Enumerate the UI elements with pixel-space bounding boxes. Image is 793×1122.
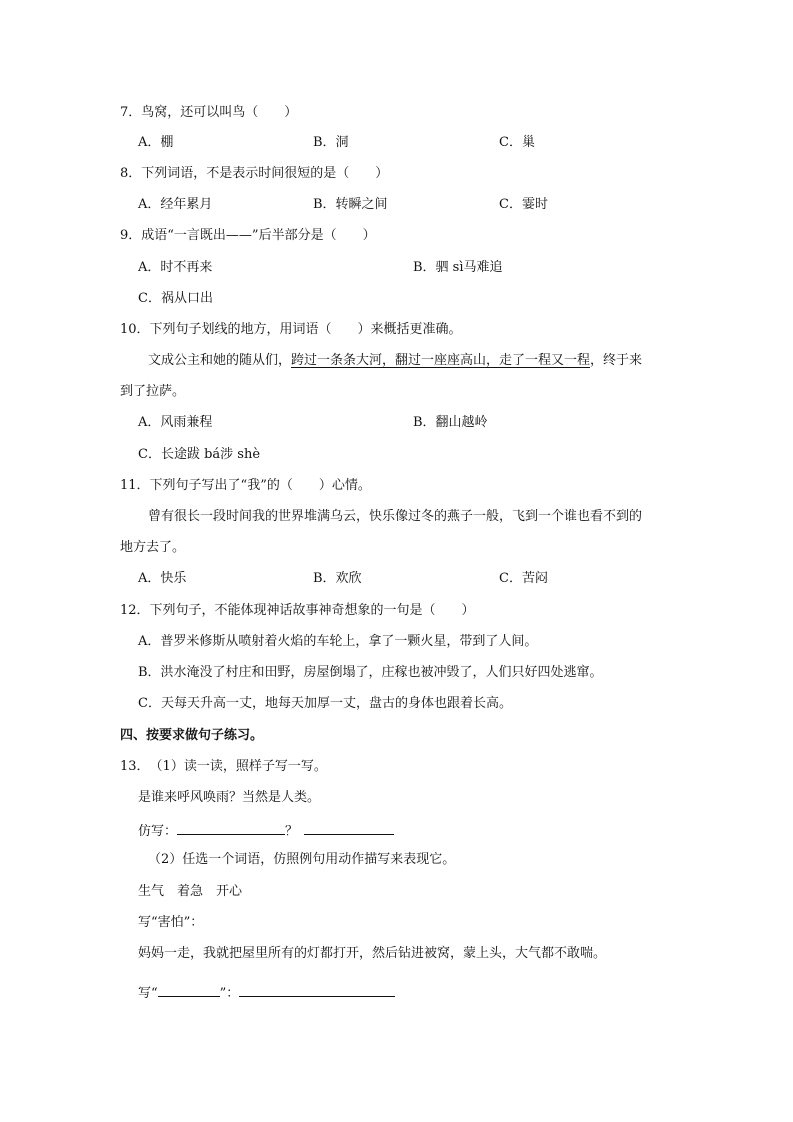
- q7-option-c[interactable]: C．巢: [499, 135, 535, 150]
- write-word-blank[interactable]: [158, 982, 220, 997]
- q13-part2: （2）任选一个词语，仿照例句用动作描写来表现它。: [148, 852, 456, 867]
- imitate-label: 仿写：: [138, 824, 178, 839]
- q11-option-a[interactable]: A．快乐: [138, 571, 187, 586]
- q9-option-b[interactable]: B．驷 sì马难追: [413, 260, 503, 275]
- q8-option-a[interactable]: A．经年累月: [138, 197, 213, 212]
- q10-option-c[interactable]: C．长途跋 bá涉 shè: [138, 447, 261, 462]
- q13-write-line: [138, 982, 395, 1003]
- q8-stem: 8．下列词语，不是表示时间很短的是（ ）: [120, 166, 389, 181]
- q11-passage-line2: 地方去了。: [120, 540, 186, 555]
- q10-passage-line2: 到了拉萨。: [120, 384, 186, 399]
- q12-option-a[interactable]: A．普罗米修斯从喷射着火焰的车轮上，拿了一颗火星，带到了人间。: [138, 634, 538, 649]
- q11-option-b[interactable]: B．欢欣: [313, 571, 362, 586]
- q9-option-c[interactable]: C．祸从口出: [138, 291, 213, 306]
- imitate-question-mark: ？: [285, 824, 299, 839]
- q8-option-b[interactable]: B．转瞬之间: [313, 197, 388, 212]
- q11-stem: 11．下列句子写出了“我”的（ ）心情。: [120, 478, 371, 493]
- imitate-blank-question[interactable]: [177, 820, 285, 835]
- q7-option-a[interactable]: A．棚: [138, 135, 174, 150]
- q13-example2: 妈妈一走，我就把屋里所有的灯都打开，然后钻进被窝，蒙上头，大气都不敢喘。: [138, 946, 607, 961]
- write-open-quote: 写“: [138, 986, 158, 1001]
- q12-option-b[interactable]: B．洪水淹没了村庄和田野，房屋倒塌了，庄稼也被冲毁了，人们只好四处逃窜。: [138, 665, 603, 680]
- q12-option-c[interactable]: C．天每天升高一丈，地每天加厚一丈，盘古的身体也跟着长高。: [138, 696, 512, 711]
- q11-passage-line1: 曾有很长一段时间我的世界堆满乌云，快乐像过冬的燕子一般，飞到一个谁也看不到的: [148, 509, 643, 524]
- q11-option-c[interactable]: C．苦闷: [499, 571, 548, 586]
- q10-passage-post: ，终于来: [590, 353, 643, 368]
- q10-option-a[interactable]: A．风雨兼程: [138, 415, 213, 430]
- q7-option-b[interactable]: B．洞: [313, 135, 349, 150]
- q7-stem: 7．鸟窝，还可以叫鸟（ ）: [120, 105, 298, 120]
- q10-passage-pre: 文成公主和她的随从们，: [148, 353, 292, 368]
- q9-option-a[interactable]: A．时不再来: [138, 260, 213, 275]
- q12-stem: 12．下列句子，不能体现神话故事神奇想象的一句是（ ）: [120, 603, 475, 618]
- q13-example1: 是谁来呼风唤雨？当然是人类。: [138, 790, 321, 805]
- q8-option-c[interactable]: C．霎时: [499, 197, 548, 212]
- q10-option-b[interactable]: B．翻山越岭: [413, 415, 488, 430]
- q13-part1: 13． （1）读一读，照样子写一写。: [120, 759, 327, 774]
- q10-stem: 10．下列句子划线的地方，用词语（ ）来概括更准确。: [120, 322, 462, 337]
- q13-imitate-line: [138, 820, 394, 841]
- write-sentence-blank[interactable]: [239, 982, 395, 997]
- write-close-quote: ”：: [219, 986, 240, 1001]
- section4-heading: 四、按要求做句子练习。: [120, 728, 264, 743]
- imitate-blank-answer[interactable]: [304, 820, 394, 835]
- q13-write-fear-label: 写“害怕”：: [138, 915, 204, 930]
- q9-stem: 9．成语“一言既出——”后半部分是（ ）: [120, 228, 376, 243]
- q10-passage-line1: [148, 352, 642, 370]
- q10-passage-underlined: 跨过一条条大河，翻过一座座高山，走了一程又一程: [291, 353, 591, 368]
- q13-word-choices: 生气 着急 开心: [138, 884, 243, 899]
